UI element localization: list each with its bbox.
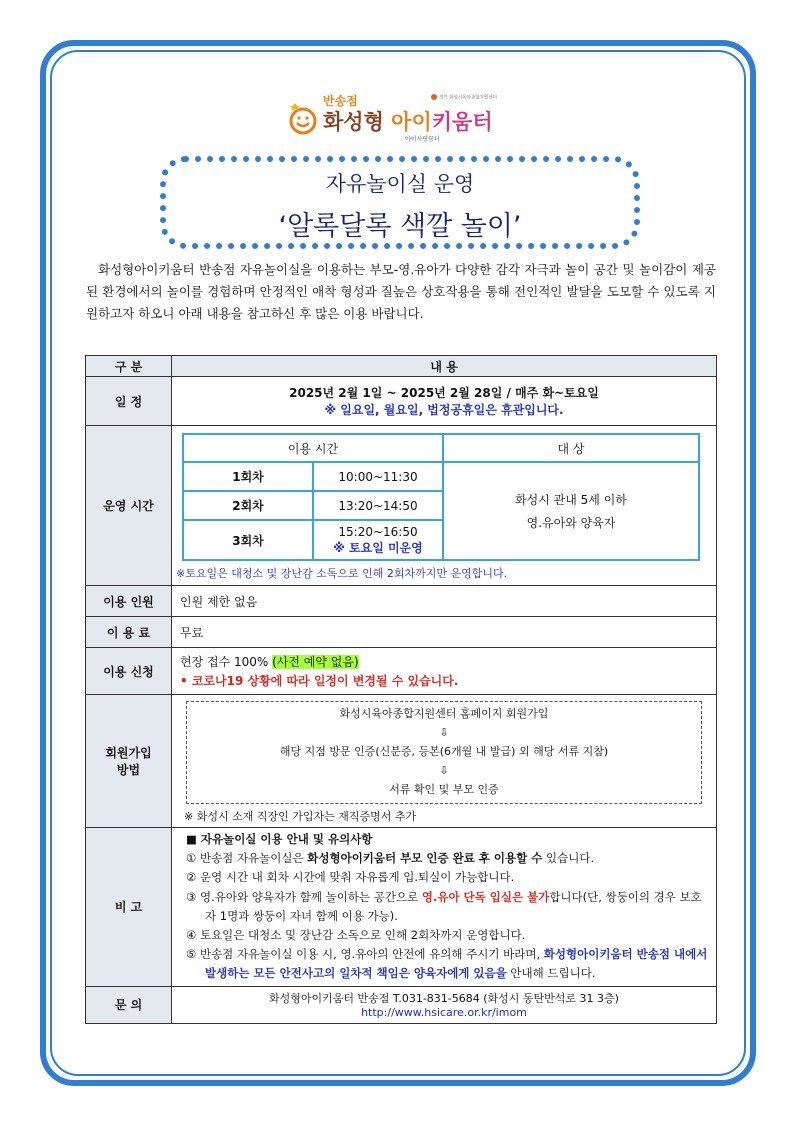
hours-subtable [182, 433, 700, 561]
remarks-heading: ■ 자유놀이실 이용 안내 및 유의사항 [186, 832, 373, 846]
session-1: 1회차 [183, 462, 313, 491]
fee-label: 이 용 료 [86, 617, 172, 648]
col-time: 이용 시간 [183, 434, 443, 462]
apply-content [172, 648, 717, 695]
member-step1: 화성시육아종합지원센터 홈페이지 회원가입 [339, 707, 549, 720]
contact-label: 문 의 [86, 986, 172, 1023]
remark-1-b: 화성형아이키움터 부모 인증 완료 후 이용할 수 [307, 851, 543, 866]
fee-value: 무료 [172, 617, 717, 648]
remark-5-c: 안내해 드립니다. [506, 966, 596, 981]
target-cell [443, 462, 699, 560]
title-line2: ‘알록달록 색깔 놀이’ [278, 211, 522, 242]
session-3: 3회차 [183, 520, 313, 560]
row-apply [86, 648, 717, 695]
head-content: 내 용 [172, 356, 717, 377]
row-hours [86, 426, 717, 586]
apply-prefix: 현장 접수 100% [180, 655, 273, 669]
logo-name-c: 키움터 [431, 110, 493, 134]
logo-name [323, 106, 493, 136]
remarks-content [172, 828, 717, 987]
schedule-closed: ※ 일요일, 월요일, 법정공휴일은 휴관입니다. [324, 403, 564, 417]
logo-org-text: 경기 화성시육아종합지원센터 [439, 95, 497, 101]
member-step3: 서류 확인 및 부모 인증 [389, 783, 499, 796]
remark-5 [186, 945, 708, 983]
logo-name-b: 아이 [391, 110, 432, 134]
logo-branch: 반송점 [323, 94, 358, 108]
row-fee [86, 617, 717, 648]
hours-label: 운영 시간 [86, 426, 172, 586]
hours-note: ※토요일은 대청소 및 장난감 소독으로 인해 2회차까지만 운영합니다. [176, 567, 508, 580]
member-steps [186, 701, 702, 804]
time-1: 10:00~11:30 [313, 462, 443, 491]
row-member [86, 695, 717, 828]
member-label [86, 695, 172, 828]
capacity-value: 인원 제한 없음 [172, 586, 717, 617]
remark-1-c: 있습니다. [542, 851, 595, 866]
member-note: ※ 화성시 소재 직장인 가입자는 재직증명서 추가 [184, 810, 417, 823]
arrow-down-icon: ⇩ [439, 764, 449, 777]
apply-highlight: (사전 예약 없음) [272, 655, 359, 669]
member-label-2: 방법 [116, 763, 141, 777]
remark-1-a: ① 반송점 자유놀이실은 [186, 851, 308, 866]
remark-2: ② 운영 시간 내 회차 시간에 맞춰 자유롭게 입.퇴실이 가능합니다. [186, 870, 515, 885]
remark-3 [186, 888, 708, 926]
logo [285, 88, 525, 146]
schedule-label: 일 정 [86, 377, 172, 426]
remarks-label: 비 고 [86, 828, 172, 987]
member-content [172, 695, 717, 828]
contact-content [172, 986, 717, 1023]
remark-5-b: 화성형아이키움터 반송점 내에서 발생하는 모든 안전사고의 일차적 책임은 양육자에게 있음을 [205, 947, 708, 981]
session-2: 2회차 [183, 491, 313, 520]
target-line1: 화성시 관내 5세 이하 [515, 493, 627, 507]
apply-label: 이용 신청 [86, 648, 172, 695]
time-3-cell [313, 520, 443, 560]
time-2: 13:20~14:50 [313, 491, 443, 520]
org-logo-icon [431, 94, 437, 100]
row-capacity [86, 586, 717, 617]
contact-link[interactable]: http://www.hsicare.or.kr/imom [361, 1006, 527, 1020]
table-head [86, 356, 717, 377]
apply-line [180, 653, 708, 670]
row-contact [86, 986, 717, 1023]
row-remarks [86, 828, 717, 987]
head-category: 구 분 [86, 356, 172, 377]
logo-sub: 아이사랑꿈터 [405, 136, 440, 143]
capacity-label: 이용 인원 [86, 586, 172, 617]
target-line2: 영.유아와 양육자 [526, 516, 616, 530]
logo-org [431, 94, 497, 101]
remark-1 [186, 849, 708, 868]
member-label-1: 회원가입 [105, 746, 152, 760]
remark-3-b: 영.유아 단독 입실은 불가 [421, 889, 550, 904]
member-step2: 해당 지점 방문 인증(신분증, 등본(6개월 내 발급) 외 해당 서류 지참) [279, 745, 609, 758]
remark-3-c: 합니다(단, 쌍둥이의 경우 보호자 1명과 쌍둥이 자녀 함께 이용 가능). [205, 889, 702, 923]
row-schedule [86, 377, 717, 426]
title-line1: 자유놀이실 운영 [325, 172, 475, 196]
info-table [85, 355, 717, 1024]
arrow-down-icon: ⇩ [439, 726, 449, 739]
remark-4: ④ 토요일은 대청소 및 장난감 소독으로 인해 2회차까지 운영합니다. [186, 928, 526, 943]
time-3-note: ※ 토요일 미운영 [333, 540, 423, 555]
smile-icon [287, 102, 321, 136]
schedule-content [172, 377, 717, 426]
col-target: 대 상 [443, 434, 699, 462]
schedule-dates: 2025년 2월 1일 ~ 2025년 2월 28일 / 매주 화~토요일 [289, 386, 599, 400]
time-3: 15:20~16:50 [338, 524, 418, 539]
logo-name-a: 화성형 [323, 110, 384, 134]
hours-content [172, 426, 717, 586]
remark-3-a: ③ 영.유아와 양육자가 함께 놀이하는 공간으로 [186, 889, 422, 904]
intro-paragraph: 화성형아이키움터 반송점 자유놀이실을 이용하는 부모-영.유아가 다양한 감각 자극과 놀이 공간 및 놀이감이 제공된 환경에서의 놀이를 경험하며 안정적인 애착 형성과 질높은 상호작용을 통해 전인적인 발달을 도모할 수 있도록 지원하고자 하오니 아래 내용을 참고하신 후 많은 이용 바랍니다. [86, 262, 716, 321]
apply-notice: • 코로나19 상황에 따라 일정이 변경될 수 있습니다. [180, 674, 459, 688]
contact-line1: 화성형아이키움터 반송점 T.031-831-5684 (화성시 동탄반석로 31 3층) [269, 992, 619, 1006]
remark-5-a: ⑤ 반송점 자유놀이실 이용 시, 영.유아의 안전에 유의해 주시기 바라며, [186, 947, 544, 962]
